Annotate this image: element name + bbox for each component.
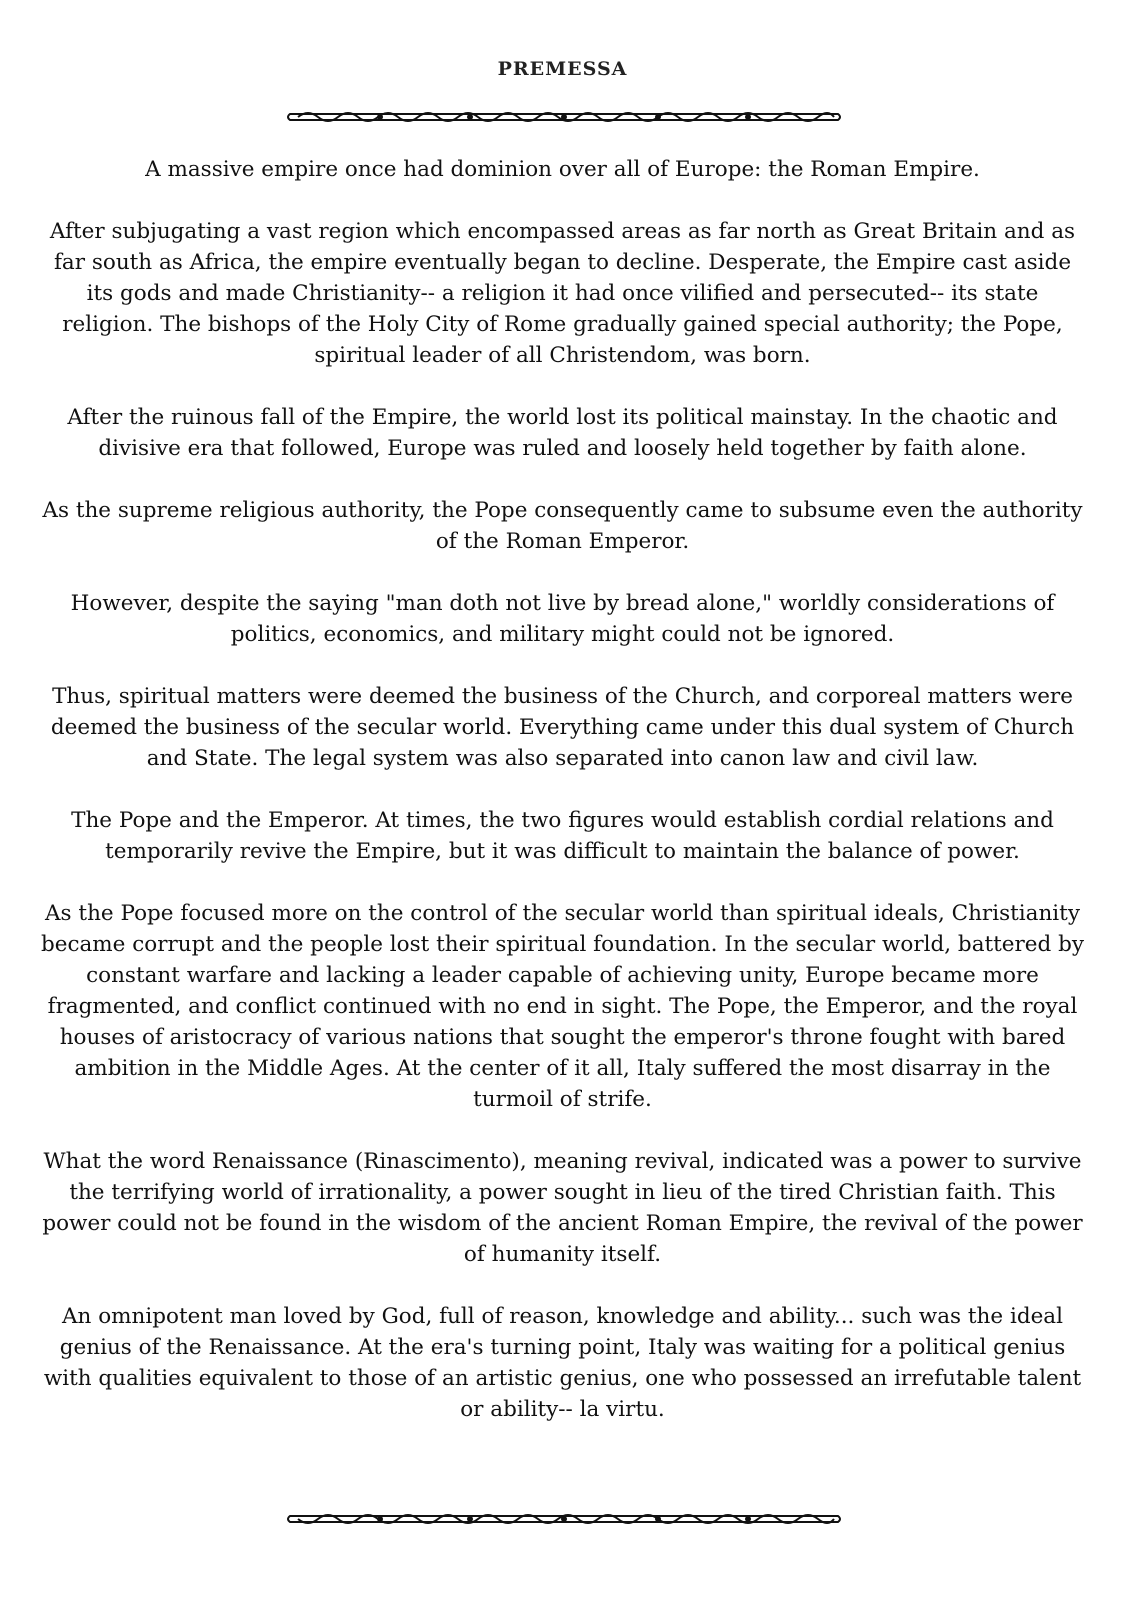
page-title: PREMESSA — [497, 58, 628, 80]
top-ornament-icon — [284, 106, 844, 128]
body-text — [40, 154, 1085, 1456]
paragraph: A massive empire once had dominion over all of Europe: the Roman Empire. — [145, 157, 980, 182]
paragraph: However, despite the saying "man doth not live by bread alone," worldly considerations of politics, economics, and military might could not be ignored. — [70, 591, 1055, 647]
bottom-ornament-icon — [284, 1508, 844, 1530]
paragraph: After subjugating a vast region which encompassed areas as far north as Great Britain and as far south as Africa, the empire eventually began to decline. Desperate, the Empire cast aside its gods and made Christianity-- a religion it had once vilified and persecuted-- its state religion. The bishops of the Holy City of Rome gradually gained special authority; the Pope, spiritual leader of all Christendom, was born. — [49, 219, 1076, 368]
paragraph: As the Pope focused more on the control of the secular world than spiritual ideals, Christianity became corrupt and the people lost their spiritual foundation. In the secular world, battered by constant warfare and lacking a leader capable of achieving unity, Europe became more fragmented, and conflict continued with no end in sight. The Pope, the Emperor, and the royal houses of aristocracy of various nations that sought the emperor's throne fought with bared ambition in the Middle Ages. At the center of it all, Italy suffered the most disarray in the turmoil of strife. — [40, 901, 1085, 1112]
paragraph: Thus, spiritual matters were deemed the business of the Church, and corporeal matters were deemed the business of the secular world. Everything came under this dual system of Church and State. The legal system was also separated into canon law and civil law. — [50, 684, 1075, 771]
paragraph: As the supreme religious authority, the Pope consequently came to subsume even the authority of the Roman Emperor. — [42, 498, 1083, 554]
paragraph: After the ruinous fall of the Empire, the world lost its political mainstay. In the chaotic and divisive era that followed, Europe was ruled and loosely held together by faith alone. — [67, 405, 1058, 461]
paragraph: What the word Renaissance (Rinascimento), meaning revival, indicated was a power to survive the terrifying world of irrationality, a power sought in lieu of the tired Christian faith. This power could not be found in the wisdom of the ancient Roman Empire, the revival of the power of humanity itself. — [42, 1149, 1083, 1267]
paragraph: An omnipotent man loved by God, full of reason, knowledge and ability... such was the ideal genius of the Renaissance. At the era's turning point, Italy was waiting for a political genius with qualities equivalent to those of an artistic genius, one who possessed an irrefutable talent or ability-- la virtu. — [43, 1304, 1082, 1422]
paragraph: The Pope and the Emperor. At times, the two figures would establish cordial relations and temporarily revive the Empire, but it was difficult to maintain the balance of power. — [71, 808, 1054, 864]
